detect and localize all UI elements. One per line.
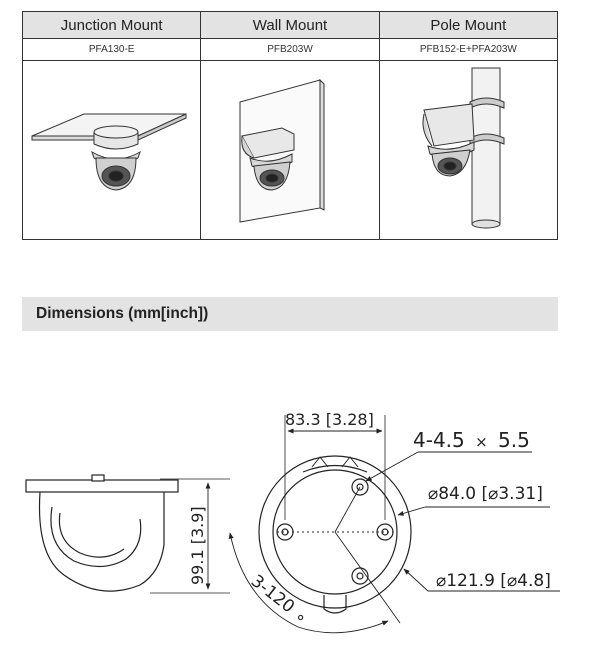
inner-diameter-label: ⌀84.0 [⌀3.31] [428, 484, 543, 504]
wall-mount-model: PFB203W [201, 39, 379, 61]
dimension-drawing [0, 395, 613, 655]
pole-mount-cell [379, 61, 557, 240]
width-label: 83.3 [3.28] [285, 410, 374, 429]
junction-mount-header: Junction Mount [23, 12, 201, 39]
junction-mount-cell [23, 61, 201, 240]
holes-label [413, 428, 530, 452]
dimensions-heading: Dimensions (mm[inch]) [36, 305, 209, 322]
wall-mount-cell [201, 61, 379, 240]
outer-diameter-label: ⌀121.9 [⌀4.8] [436, 571, 551, 591]
angle-value: 3-120 [246, 571, 299, 618]
holes-count: 4-4.5 [413, 428, 465, 452]
mount-table [22, 11, 558, 240]
angle-degree: ° [287, 610, 308, 632]
holes-size: 5.5 [498, 428, 530, 452]
pole-mount-header: Pole Mount [379, 12, 557, 39]
wall-mount-illustration [202, 62, 378, 238]
junction-mount-model: PFA130-E [23, 39, 201, 61]
wall-mount-header: Wall Mount [201, 12, 379, 39]
holes-times: × [475, 433, 488, 451]
height-label: 99.1 [3.9] [188, 506, 207, 585]
junction-mount-illustration [24, 62, 200, 238]
pole-mount-illustration [380, 62, 556, 238]
pole-mount-model: PFB152-E+PFA203W [379, 39, 557, 61]
dimensions-heading-bar [22, 297, 558, 331]
